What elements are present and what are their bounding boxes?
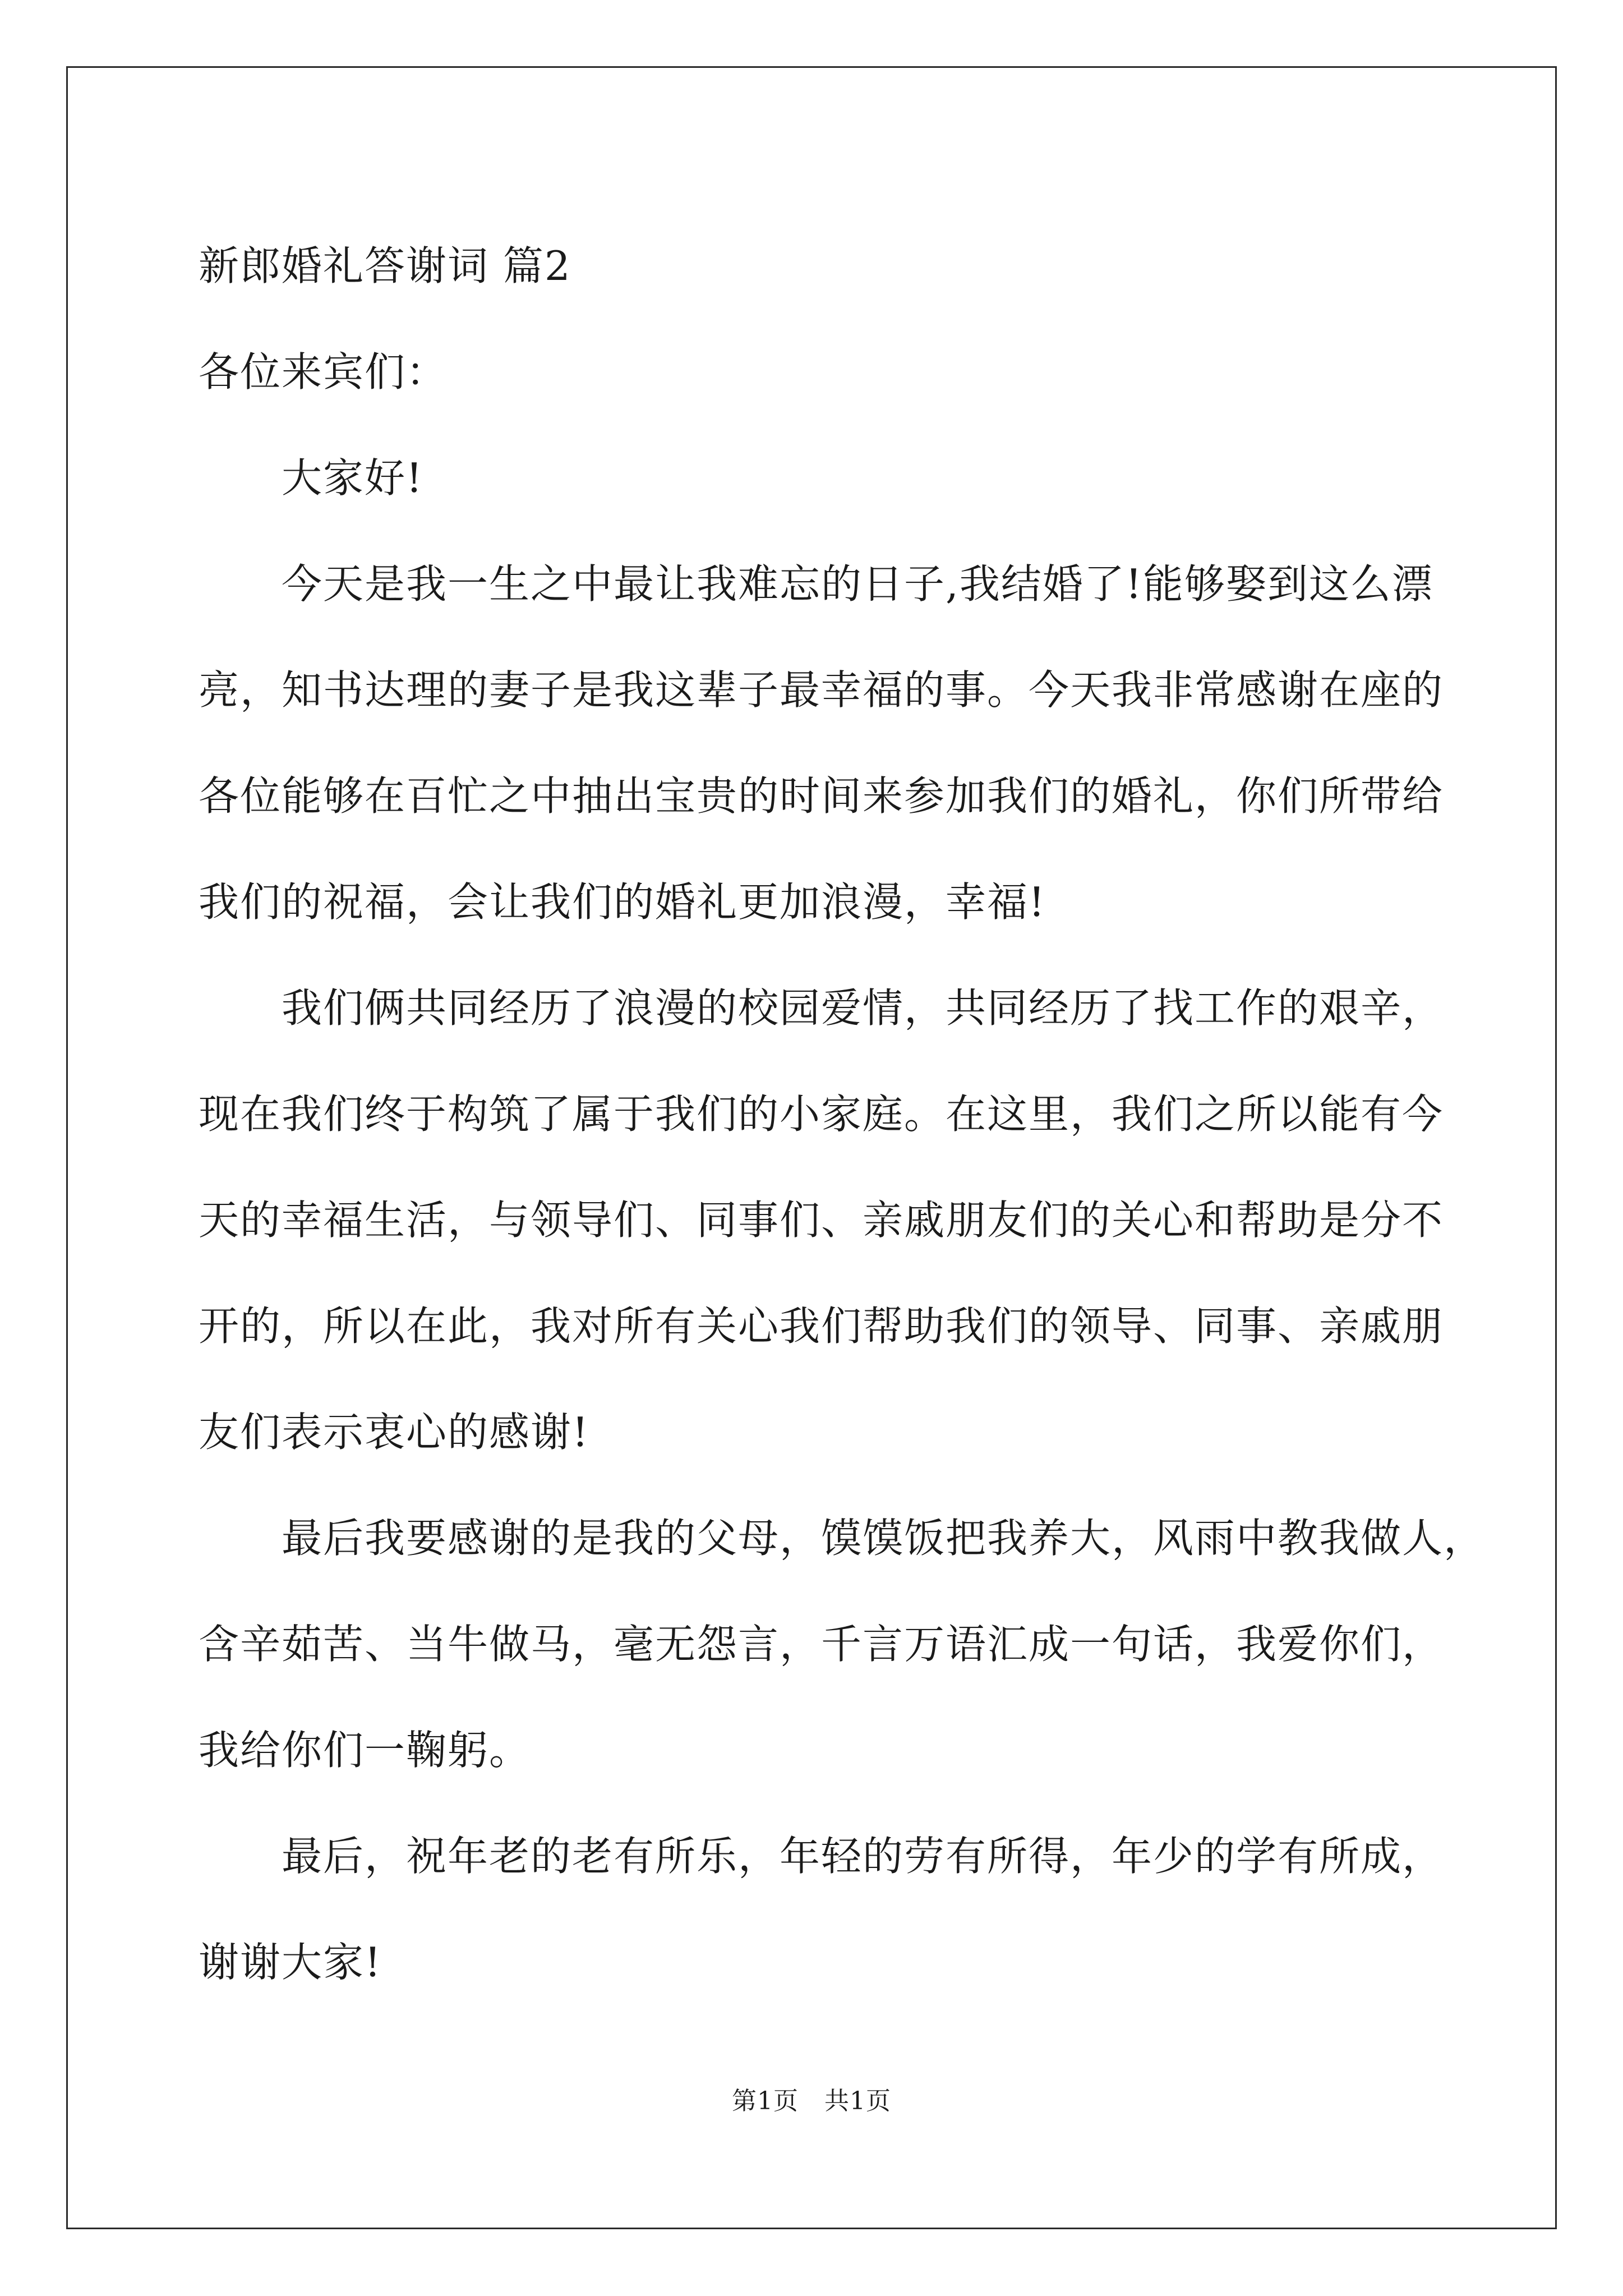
document-title: 新郎婚礼答谢词 篇2 — [199, 242, 571, 289]
paragraph-line: 今天是我一生之中最让我难忘的日子,我结婚了!能够娶到这么漂 — [282, 560, 1433, 608]
greeting: 大家好! — [282, 454, 423, 501]
document-body — [199, 213, 1486, 2016]
paragraph-line: 谢谢大家! — [199, 1939, 382, 1986]
paragraph-line: 最后我要感谢的是我的父母，馍馍饭把我养大，风雨中教我做人， — [282, 1515, 1486, 1562]
paragraph-4 — [199, 1803, 1477, 2016]
paragraph-line: 最后，祝年老的老有所乐，年轻的劳有所得，年少的学有所成， — [282, 1833, 1444, 1880]
paragraph-line: 天的幸福生活，与领导们、同事们、亲戚朋友们的关心和帮助是分不 — [199, 1197, 1444, 1244]
paragraph-line: 我给你们一鞠躬。 — [199, 1727, 531, 1774]
paragraph-line: 开的，所以在此，我对所有关心我们帮助我们的领导、同事、亲戚朋 — [199, 1303, 1444, 1350]
paragraph-1 — [199, 531, 1477, 955]
salutation: 各位来宾们： — [199, 348, 448, 395]
page-total: 共1页 — [824, 2087, 891, 2115]
paragraph-3 — [199, 1485, 1486, 1803]
page-number: 第1页 — [732, 2087, 799, 2115]
paragraph-line: 含辛茹苦、当牛做马，毫无怨言，千言万语汇成一句话，我爱你们， — [199, 1621, 1444, 1668]
paragraph-line: 亮，知书达理的妻子是我这辈子最幸福的事。今天我非常感谢在座的 — [199, 666, 1444, 714]
paragraph-line: 现在我们终于构筑了属于我们的小家庭。在这里，我们之所以能有今 — [199, 1091, 1444, 1138]
paragraph-line: 我们俩共同经历了浪漫的校园爱情，共同经历了找工作的艰辛， — [282, 984, 1444, 1032]
paragraph-line: 友们表示衷心的感谢! — [199, 1409, 589, 1456]
paragraph-line: 各位能够在百忙之中抽出宝贵的时间来参加我们的婚礼，你们所带给 — [199, 772, 1444, 820]
page-footer — [0, 2085, 1623, 2118]
paragraph-line: 我们的祝福，会让我们的婚礼更加浪漫，幸福! — [199, 878, 1046, 926]
paragraph-2 — [199, 955, 1477, 1485]
